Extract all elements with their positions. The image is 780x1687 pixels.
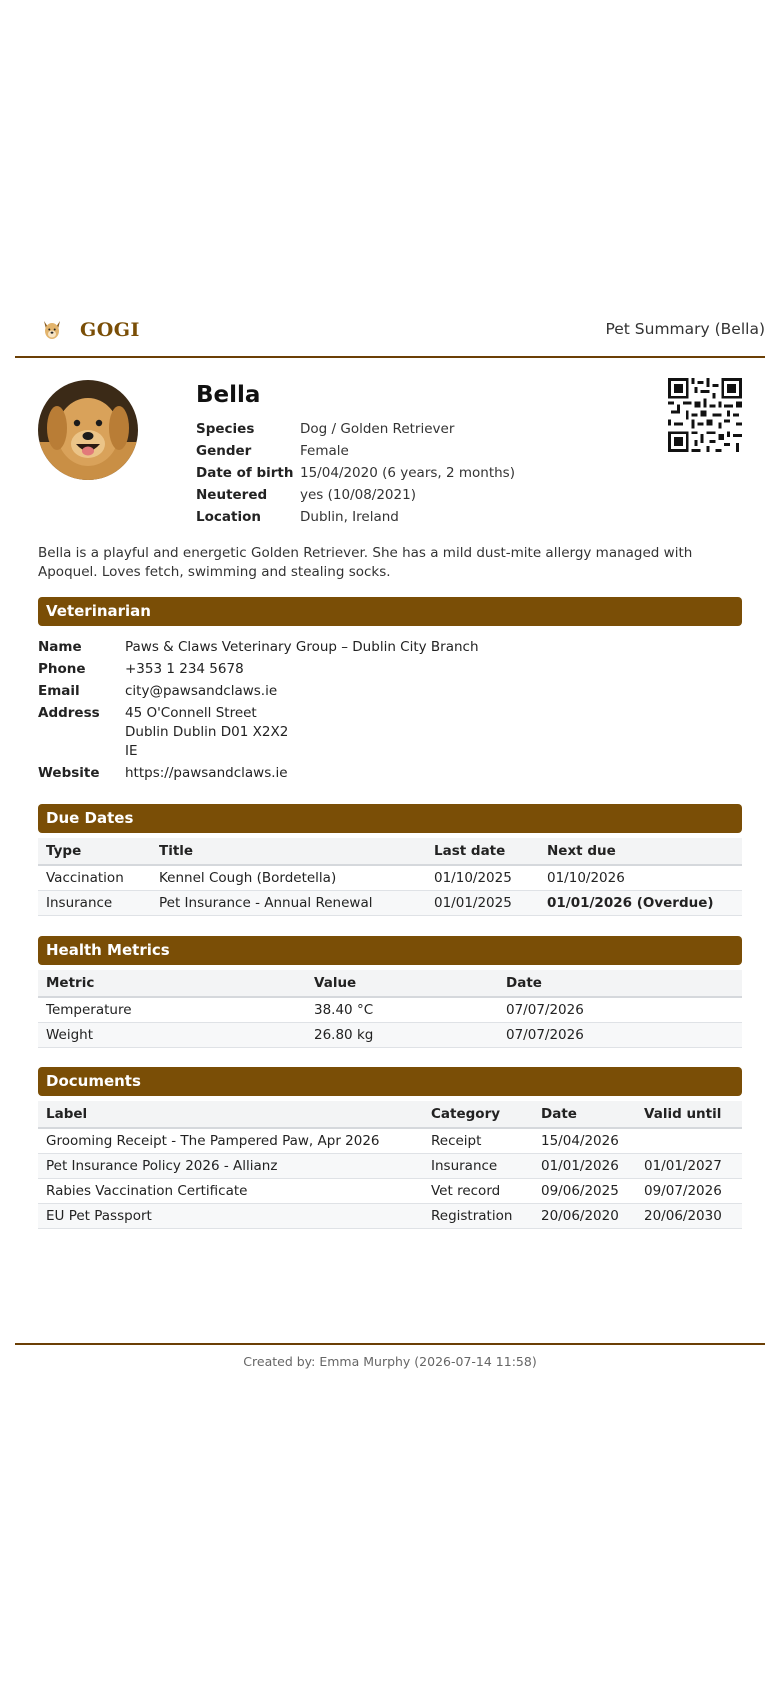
table-header-row <box>38 970 742 997</box>
table-cell: Registration <box>423 1203 533 1228</box>
table-cell: 09/06/2025 <box>533 1178 636 1203</box>
column-header: Date <box>533 1101 636 1128</box>
table-cell: 07/07/2026 <box>498 997 742 1022</box>
info-value: yes (10/08/2021) <box>300 487 416 503</box>
pet-avatar <box>38 380 138 480</box>
health-metrics-table <box>38 970 742 1048</box>
info-label: Gender <box>196 443 252 459</box>
column-header: Value <box>306 970 498 997</box>
table-cell <box>636 1128 742 1153</box>
table-row <box>38 1203 742 1228</box>
table-cell: 26.80 kg <box>306 1022 498 1047</box>
kv-label: Website <box>38 765 100 781</box>
info-row-location <box>196 506 515 528</box>
section-header-documents: Documents <box>38 1067 742 1096</box>
kv-label: Email <box>38 683 80 699</box>
column-header: Category <box>423 1101 533 1128</box>
address-line: IE <box>125 743 138 759</box>
column-header: Title <box>151 838 426 865</box>
table-cell: 01/01/2025 <box>426 890 539 915</box>
documents-table <box>38 1101 742 1229</box>
info-value: Female <box>300 443 349 459</box>
table-cell: Insurance <box>38 890 151 915</box>
dog-logo-icon <box>40 318 64 342</box>
table-cell: Vet record <box>423 1178 533 1203</box>
expired-date: 09/07/2026 <box>636 1178 742 1203</box>
vet-website-link[interactable]: https://pawsandclaws.ie <box>125 765 288 781</box>
kv-label: Address <box>38 705 100 721</box>
column-header: Type <box>38 838 151 865</box>
brand[interactable] <box>40 318 140 342</box>
info-value: Dublin, Ireland <box>300 509 399 525</box>
table-row <box>38 1153 742 1178</box>
info-label: Species <box>196 421 255 437</box>
table-row <box>38 1178 742 1203</box>
kv-label: Phone <box>38 661 86 677</box>
table-row <box>38 1022 742 1047</box>
table-row <box>38 865 742 890</box>
vet-row-address <box>38 704 742 761</box>
table-cell: 07/07/2026 <box>498 1022 742 1047</box>
info-value: Dog / Golden Retriever <box>300 421 455 437</box>
table-cell: Receipt <box>423 1128 533 1153</box>
column-header: Metric <box>38 970 306 997</box>
info-label: Neutered <box>196 487 268 503</box>
table-cell: 20/06/2020 <box>533 1203 636 1228</box>
column-header: Valid until <box>636 1101 742 1128</box>
info-row-neutered <box>196 484 515 506</box>
table-cell: Weight <box>38 1022 306 1047</box>
footer-divider <box>15 1343 765 1345</box>
table-cell: Vaccination <box>38 865 151 890</box>
table-cell: 01/01/2026 <box>533 1153 636 1178</box>
info-value: 15/04/2020 (6 years, 2 months) <box>300 465 515 481</box>
overdue-date: 01/01/2026 (Overdue) <box>539 890 742 915</box>
vet-row-phone <box>38 660 742 679</box>
address-line: Dublin Dublin D01 X2X2 <box>125 724 289 740</box>
table-cell: 01/10/2025 <box>426 865 539 890</box>
table-cell: Temperature <box>38 997 306 1022</box>
table-cell: Insurance <box>423 1153 533 1178</box>
table-row <box>38 890 742 915</box>
vet-row-website <box>38 764 742 783</box>
info-row-dob <box>196 462 515 484</box>
document-label[interactable]: Rabies Vaccination Certificate <box>38 1178 423 1203</box>
column-header: Next due <box>539 838 742 865</box>
table-cell: 38.40 °C <box>306 997 498 1022</box>
vet-details <box>38 638 742 786</box>
table-cell: Kennel Cough (Bordetella) <box>151 865 426 890</box>
qr-code-icon[interactable] <box>668 378 742 452</box>
pet-name: Bella <box>196 382 261 408</box>
table-cell: 01/01/2027 <box>636 1153 742 1178</box>
document-label[interactable]: EU Pet Passport <box>38 1203 423 1228</box>
due-dates-table <box>38 838 742 916</box>
section-header-due-dates: Due Dates <box>38 804 742 833</box>
vet-row-name <box>38 638 742 657</box>
vet-name: Paws & Claws Veterinary Group – Dublin City Branch <box>125 639 479 655</box>
vet-email[interactable]: city@pawsandclaws.ie <box>125 683 278 699</box>
golden-retriever-photo <box>38 380 138 480</box>
table-row <box>38 997 742 1022</box>
vet-phone[interactable]: +353 1 234 5678 <box>125 661 244 677</box>
pet-description: Bella is a playful and energetic Golden Retriever. She has a mild dust-mite allergy managed with Apoquel. Loves fetch, swimming and stealing socks. <box>38 545 693 580</box>
table-cell: Pet Insurance - Annual Renewal <box>151 890 426 915</box>
page-title: Pet Summary (Bella) <box>605 320 765 338</box>
pet-profile <box>38 380 742 530</box>
column-header: Date <box>498 970 742 997</box>
brand-name: GOGI <box>80 319 140 341</box>
kv-label: Name <box>38 639 82 655</box>
table-cell: 15/04/2026 <box>533 1128 636 1153</box>
column-header: Last date <box>426 838 539 865</box>
info-row-gender <box>196 440 515 462</box>
document-label[interactable]: Pet Insurance Policy 2026 - Allianz <box>38 1153 423 1178</box>
info-row-species <box>196 418 515 440</box>
vet-address <box>125 704 288 761</box>
section-header-health-metrics: Health Metrics <box>38 936 742 965</box>
info-label: Date of birth <box>196 465 294 481</box>
table-cell: 20/06/2030 <box>636 1203 742 1228</box>
table-header-row <box>38 1101 742 1128</box>
info-label: Location <box>196 509 261 525</box>
vet-row-email <box>38 682 742 701</box>
created-by-footer: Created by: Emma Murphy (2026-07-14 11:58) <box>243 1354 537 1369</box>
pet-info-list <box>196 418 515 528</box>
table-header-row <box>38 838 742 865</box>
page-header <box>15 314 765 358</box>
section-header-veterinarian: Veterinarian <box>38 597 742 626</box>
table-cell: 01/10/2026 <box>539 865 742 890</box>
document-label[interactable]: Grooming Receipt - The Pampered Paw, Apr 2026 <box>38 1128 423 1153</box>
column-header: Label <box>38 1101 423 1128</box>
table-row <box>38 1128 742 1153</box>
address-line: 45 O'Connell Street <box>125 705 257 721</box>
